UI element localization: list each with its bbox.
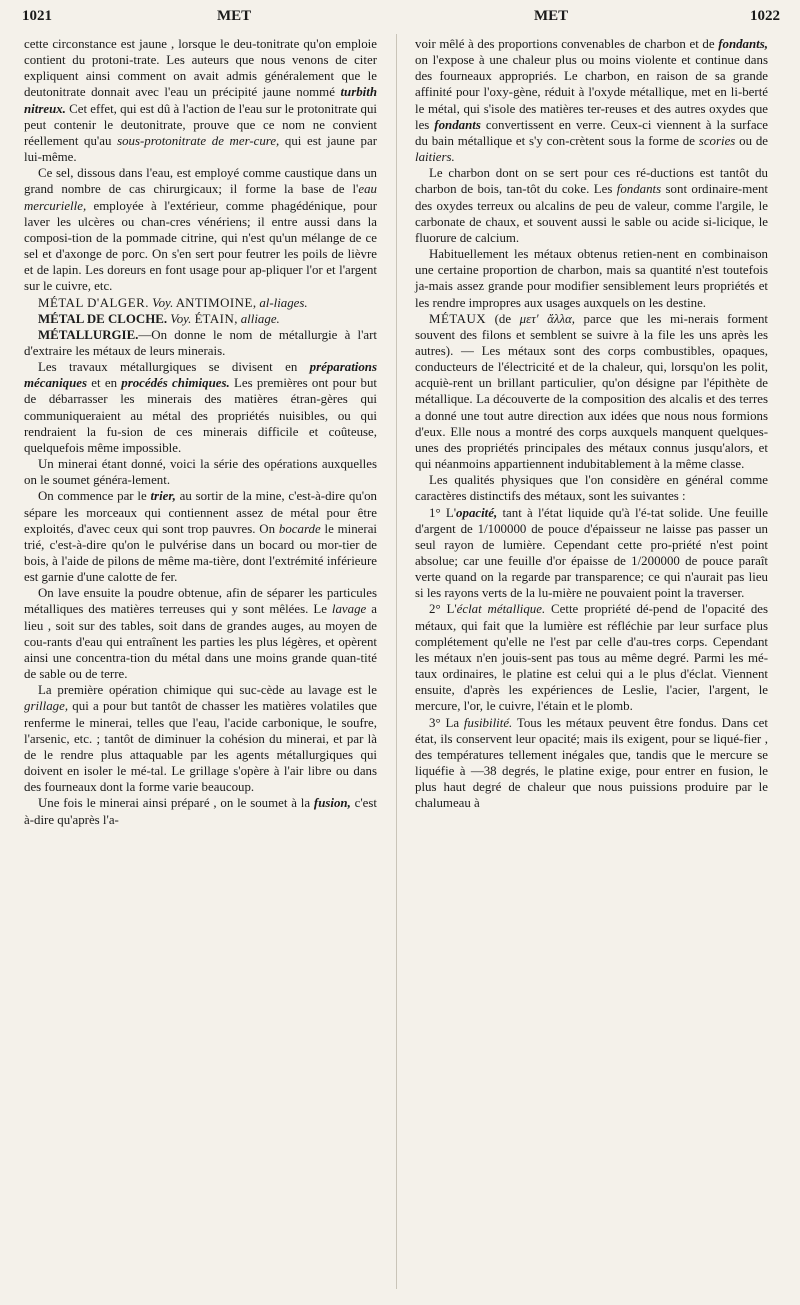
- text-run: sous-protonitrate de mer-cure,: [117, 133, 280, 148]
- text-run: procédés chimiques.: [121, 376, 230, 391]
- text-run: ou de: [735, 133, 768, 148]
- text-run: Les qualités physiques que l'on considère en général comme caractères distinctifs des métaux, sont les suivantes :: [415, 473, 768, 504]
- paragraph: [24, 36, 377, 165]
- text-run: lavage: [331, 602, 367, 617]
- text-run: convertissent en verre. Ceux-ci viennent à la surface du bain métallique et s'y con-crètent sous la forme de: [415, 117, 768, 148]
- text-run: laitiers.: [415, 150, 455, 165]
- text-run: et en: [87, 376, 122, 391]
- text-run: Les premières ont pour but de débarrasser les minerais des matières étran-gères qui communiqueraient au métal des propriétés nuisibles, ou qui rendraient la fu-sion de ces minerais difficile et coûteuse, quelquefois même impossible.: [24, 376, 377, 455]
- paragraph: [24, 682, 377, 795]
- text-run: Voy.: [170, 311, 192, 326]
- text-run: 2° L': [429, 602, 457, 617]
- text-run: le minerai trié, c'est-à-dire qu'on le pulvérise dans un bocard ou mor-tier de bois, à l'aide de pilons de même ma-tière, dont l'extrémité inférieure est garnie d'une calotte de fer.: [24, 521, 378, 585]
- text-run: É: [191, 311, 203, 326]
- text-run: La première opération chimique qui suc-cède au lavage est le: [38, 683, 377, 698]
- text-run: scories: [698, 133, 736, 148]
- text-run: éclat métallique.: [456, 602, 546, 617]
- text-run: NTIMOINE: [185, 295, 253, 310]
- text-run: fusibilité.: [463, 715, 513, 730]
- right-column: [415, 36, 768, 812]
- text-run: MÉTALLURGIE.: [38, 327, 139, 342]
- text-run: alliage.: [240, 311, 280, 326]
- text-run: fusion,: [313, 796, 351, 811]
- paragraph: [24, 359, 377, 456]
- text-run: au sortir de la mine, c'est-à-dire qu'on sépare les morceaux qui contiennent assez de métal pour être exploités, d'avec ceux qui sont trop pauvres. On: [24, 489, 378, 536]
- text-run: Le charbon dont on se sert pour ces ré-ductions est tantôt du charbon de bois, tan-tôt du coke. Les: [415, 166, 768, 197]
- text-run: parce que les mi-nerais forment souvent des filons et semblent se suivre à la file les uns après les autres). — Les métaux sont des corps combustibles, opaques, conducteurs de l'électricité et de la chaleur, qui, lorsqu'on les polit, acquiè-rent un brillant particulier, qu'on désigne par l'épithète de métallique. La découverte de la composition des alcalis et des terres a donné une tout autre direction aux idées que nous nous formions d'eux. Elle nous a montré des corps auxquels manquent quelques-unes des propriétés principales des métaux connus jusqu'alors, et qui néanmoins appartiennent indubitablement à la même classe.: [415, 311, 768, 472]
- paragraph: [415, 36, 768, 165]
- text-run: —On donne le nom de métallurgie à l'art d'extraire les métaux de leurs minerais.: [24, 327, 377, 358]
- text-run: ,: [252, 295, 260, 310]
- left-guide-word: MET: [217, 8, 252, 24]
- text-run: μετ' ἄλλα,: [519, 311, 576, 326]
- text-run: (de: [486, 311, 520, 326]
- paragraph: [415, 715, 768, 812]
- paragraph: [24, 165, 377, 294]
- text-run: Une fois le minerai ainsi préparé , on le soumet à la: [38, 796, 314, 811]
- text-run: employée à l'extérieur, comme phagédénique, pour laver les ulcères ou chan-cres vénériens; il entre aussi dans la composi-tion de la pommade citrine, qui n'est qu'un mélange de ce sel et d'axonge de porc. On s'en sert pour feutrer les poils de lièvre et de lapin. Les doreurs en font usage pour ap-pliquer l'or et l'argent sur le cuivre, etc.: [24, 198, 377, 294]
- text-run: c'est à-dire qu'après l'a-: [24, 796, 377, 827]
- paragraph: [24, 488, 377, 585]
- text-run: qui est jaune par lui-même.: [24, 133, 377, 165]
- text-run: Voy.: [152, 295, 174, 310]
- text-run: 1° L': [429, 505, 457, 520]
- paragraph: [24, 295, 377, 311]
- paragraph: [24, 795, 377, 827]
- text-run: On lave ensuite la poudre obtenue, afin de séparer les particules métalliques des matières terreuses qui y sont mêlées. Le: [24, 586, 377, 617]
- text-run: Cet effet, qui est dû à l'action de l'eau sur le protonitrate qui peut contenir le deutonitrate, prouve que ce nom ne convient réellement qu'au: [24, 101, 377, 148]
- right-page-number: 1022: [750, 8, 780, 24]
- text-run: 3° La: [429, 715, 464, 730]
- text-run: MÉTAL D'ALGER.: [38, 295, 149, 310]
- running-header: [22, 8, 780, 30]
- text-run: on l'expose à une chaleur plus ou moins violente et continue dans des fourneaux appropriés. Le charbon, en raison de sa grande affinité pour l'oxy-gène, réduit à l'oxyde métallique, met en li-berté le métal, qui s'isole des matières ter-reuses et des autres oxydes que les: [415, 53, 768, 132]
- left-page-number: 1021: [22, 8, 52, 24]
- paragraph: [24, 585, 377, 682]
- right-guide-word: MET: [534, 8, 569, 24]
- text-run: fondants: [616, 182, 662, 197]
- text-run: Un minerai étant donné, voici la série des opérations auxquelles on le soumet généra-lement.: [24, 457, 377, 488]
- text-run: TAIN: [202, 311, 235, 326]
- paragraph: [415, 311, 768, 473]
- text-run: Habituellement les métaux obtenus retien-nent en combinaison une certaine proportion de charbon, mais sa quantité n'est toutefois ja-mais assez grande pour modifier sensiblement leurs propriétés et les rendre impropres aux usages auxquels on les destine.: [415, 247, 768, 310]
- text-run: cette circonstance est jaune , lorsque le deu-tonitrate qu'on emploie contient du protoni-trate. Les auteurs que nous venons de citer expliquent ainsi comment on avait admis généralement que le deutonitrate donnait avec l'eau un précipité jaune nommé: [24, 37, 377, 100]
- text-run: voir mêlé à des proportions convenables de charbon et de: [415, 37, 719, 51]
- text-run: fondants: [434, 117, 481, 132]
- text-run: tant à l'état liquide qu'à l'é-tat solide. Une feuille d'argent de 1/100000 de pouce d'épaisseur ne laisse pas passer un seul rayon de lumière. Cependant cette pro-priété n'est point absolue; car une feuille d'or épaisse de 1/200000 de pouce paraît verte quand on la regarde par transparence; ce qui n'aurait pas lieu si les rayons verts de la lu-mière ne pouvaient point la traverser.: [415, 505, 768, 601]
- text-run: fondants,: [718, 37, 768, 51]
- text-run: Cette propriété dé-pend de l'opacité des métaux, qui fait que la lumière est réfléchie par leur surface plus complétement qu'elle ne l'est par celle d'au-tres corps. Cependant les métaux n'en jouis-sent pas tous au même degré. Parmi les mé-taux ordinaires, le platine est celui qui a le plus d'éclat. Viennent ensuite, d'après les expériences de Leslie, l'acier, l'argent, le mercure, l'or, le cuivre, l'étain et le plomb.: [415, 602, 768, 714]
- text-run: ,: [234, 311, 241, 326]
- paragraph: [415, 165, 768, 246]
- paragraph: [415, 472, 768, 504]
- text-run: opacité,: [456, 505, 498, 520]
- text-run: grillage,: [24, 699, 69, 714]
- text-run: Tous les métaux peuvent être fondus. Dans cet état, ils conservent leur opacité; mais ils exigent, pour se liqué-fier , des températures tellement inégales que, tandis que le mercure se liquéfie à —38 degrés, le platine exige, pour entrer en fusion, le plus haut degré de chaleur que nous puissions produire par le chalumeau à: [415, 715, 768, 811]
- paragraph: [24, 456, 377, 488]
- text-run: bocarde: [278, 521, 321, 536]
- paragraph: [415, 601, 768, 714]
- text-run: a lieu , soit sur des tables, soit dans de grandes auges, au moyen de cou-rants d'eau qui entraînent les parties les plus légères, et opèrent ainsi une concentra-tion du métal dans une moins grande quan-tité de sable ou de terre.: [24, 602, 377, 682]
- text-run: sont ordinaire-ment des oxydes terreux ou alcalins de peu de valeur, comme l'argile, le carbonate de chaux, et souvent aussi le sable ou acide si-licique, le fluorure de calcium.: [415, 182, 768, 245]
- text-run: MÉTAUX: [429, 311, 487, 326]
- paragraph: [415, 246, 768, 311]
- paragraph: [24, 327, 377, 359]
- paragraph: [415, 505, 768, 602]
- text-run: qui a pour but tantôt de chasser les matières volatiles que renferme le minerai, telles que l'eau, l'acide carbonique, le soufre, l'arsenic, etc. ; tantôt de diminuer la cohésion du minerai, et par là de le rendre plus attaquable par les agents métallurgiques qui doivent en isoler le mé-tal. Le grillage s'opère à l'air libre ou dans des fourneaux dont la forme varie beaucoup.: [24, 699, 377, 795]
- text-run: MÉTAL DE CLOCHE.: [38, 311, 168, 326]
- text-run: turbith nitreux.: [24, 85, 377, 116]
- column-divider: [396, 34, 397, 1289]
- text-run: eau mercurielle,: [24, 182, 377, 213]
- text-run: al-liages.: [259, 295, 308, 310]
- paragraph: [24, 311, 377, 327]
- left-column: [24, 36, 377, 828]
- text-run: On commence par le: [38, 489, 151, 504]
- text-run: préparations mécaniques: [24, 360, 377, 391]
- text-run: Ce sel, dissous dans l'eau, est employé comme caustique dans un grand nombre de cas chirurgicaux; il forme la base de l': [24, 166, 377, 197]
- text-run: Les travaux métallurgiques se divisent en: [38, 360, 310, 375]
- text-run: A: [173, 295, 186, 310]
- text-run: trier,: [150, 489, 176, 504]
